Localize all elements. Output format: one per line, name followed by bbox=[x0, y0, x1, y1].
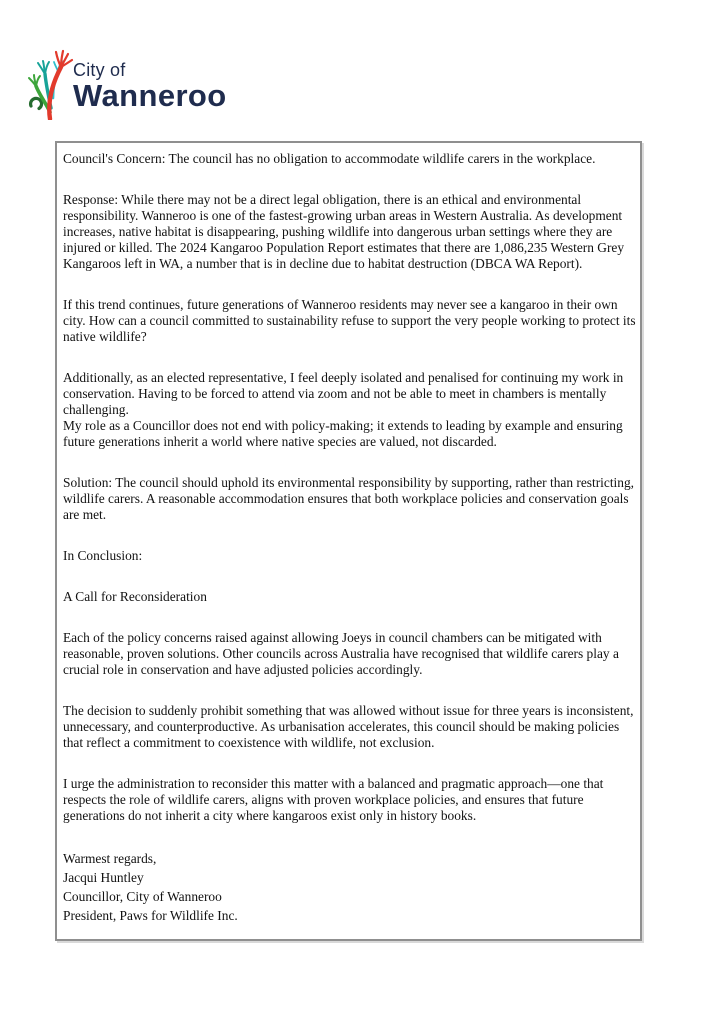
letter-document bbox=[55, 141, 642, 941]
paragraph-decision: The decision to suddenly prohibit something that was allowed without issue for three years is inconsistent, unnecessary, and counterproductive. As urbanisation accelerates, this council should be making policies that reflect a commitment to coexistence with wildlife, not exclusion. bbox=[63, 703, 634, 750]
paragraph-urge: I urge the administration to reconsider this matter with a balanced and pragmatic approach—one that respects the role of wildlife carers, aligns with proven workplace policies, and ensures that future generations do not inherit a city where kangaroos exist only in history books. bbox=[63, 776, 604, 823]
signature-title-councillor: Councillor, City of Wanneroo bbox=[63, 889, 222, 904]
paragraph-my-role: My role as a Councillor does not end with policy-making; it extends to leading by example and ensuring future generations inherit a world where native species are valued, not discarded. bbox=[63, 418, 623, 449]
signature-title-president: President, Paws for Wildlife Inc. bbox=[63, 908, 238, 923]
paragraph-trend: If this trend continues, future generations of Wanneroo residents may never see a kangaroo in their own city. How can a council committed to sustainability refuse to support the very people working to protect its native wildlife? bbox=[63, 297, 636, 344]
logo-text bbox=[73, 60, 227, 111]
paragraph-in-conclusion: In Conclusion: bbox=[63, 548, 143, 563]
paragraph-response: Response: While there may not be a direct legal obligation, there is an ethical and environmental responsibility. Wanneroo is one of the fastest-growing urban areas in Western Australia. As development increases, native habitat is disappearing, pushing wildlife into dangerous urban settings where they are injured or killed. The 2024 Kangaroo Population Report estimates that there are 1,086,235 Western Grey Kangaroos left in WA, a number that is in decline due to habitat destruction (DBCA WA Report). bbox=[63, 192, 625, 271]
paragraph-additionally: Additionally, as an elected representative, I feel deeply isolated and penalised for continuing my work in conservation. Having to be forced to attend via zoom and not be able to meet in chambers is mentally challenging. bbox=[63, 370, 624, 417]
kangaroo-paw-flower-icon bbox=[27, 36, 75, 120]
signature-name: Jacqui Huntley bbox=[63, 870, 144, 885]
paragraph-call-for-reconsideration: A Call for Reconsideration bbox=[63, 589, 207, 604]
paragraph-councils-concern: Council's Concern: The council has no obligation to accommodate wildlife carers in the workplace. bbox=[63, 151, 596, 166]
signature-closing: Warmest regards, bbox=[63, 851, 157, 866]
city-of-wanneroo-logo bbox=[27, 36, 227, 120]
paragraph-solution: Solution: The council should uphold its environmental responsibility by supporting, rather than restricting, wildlife carers. A reasonable accommodation ensures that both workplace policies and conservation goals are met. bbox=[63, 475, 635, 522]
logo-wanneroo: Wanneroo bbox=[73, 78, 227, 113]
logo-city-of: City of bbox=[73, 60, 126, 80]
paragraph-policy-concerns: Each of the policy concerns raised against allowing Joeys in council chambers can be mitigated with reasonable, proven solutions. Other councils across Australia have recognised that wildlife carers play a crucial role in conservation and have adjusted policies accordingly. bbox=[63, 630, 619, 677]
